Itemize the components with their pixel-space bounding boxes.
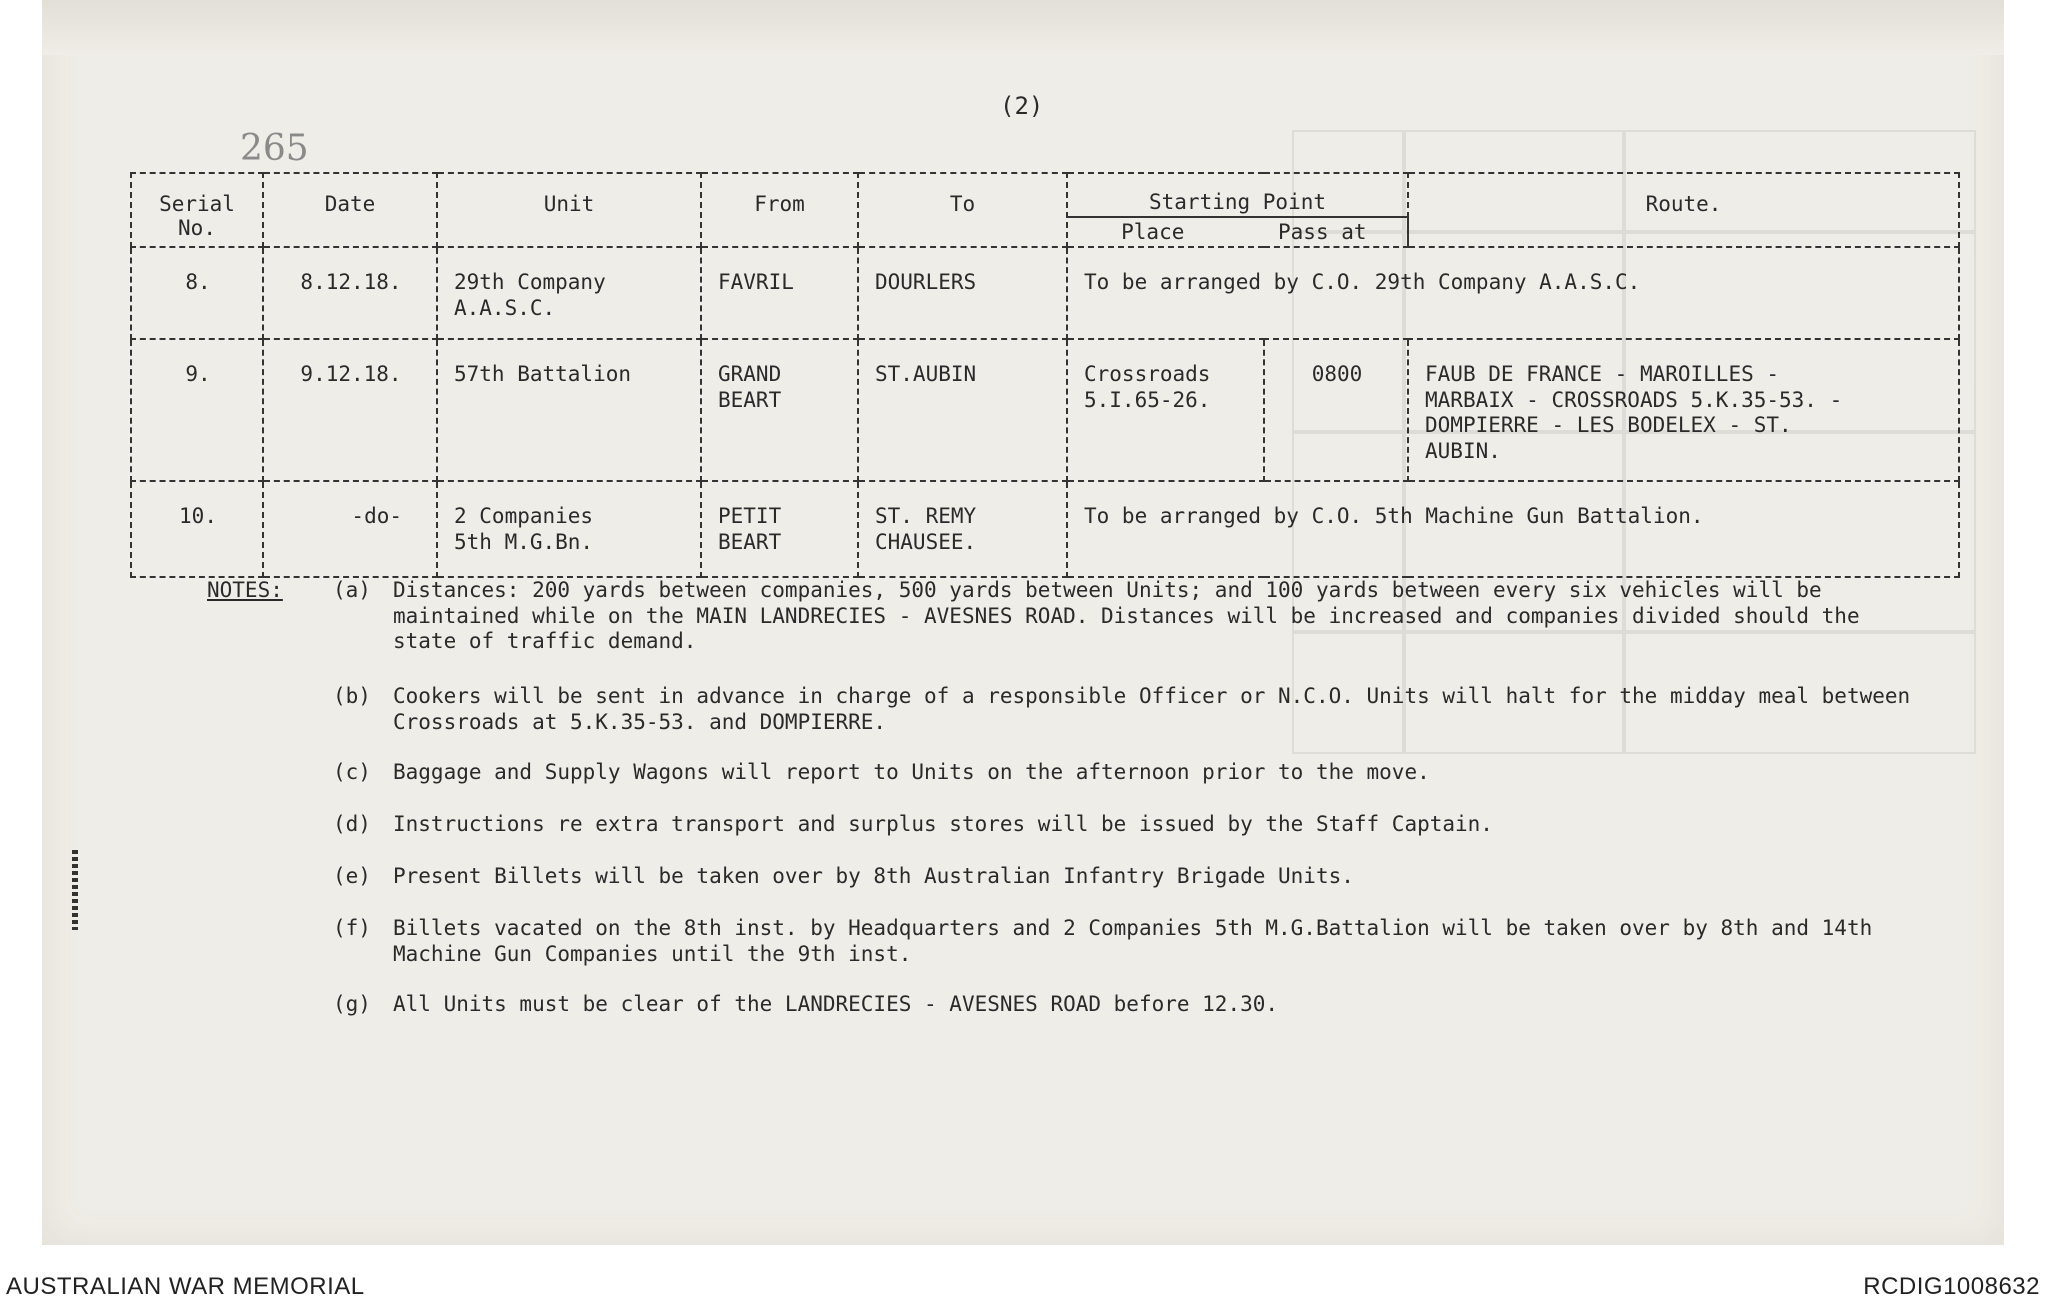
- notes-heading: NOTES:: [207, 578, 283, 602]
- cell-unit: 57th Battalion: [437, 339, 701, 481]
- note-text: Cookers will be sent in advance in charge of a responsible Officer or N.C.O. Units will halt for the midday meal between Crossroads at 5.K.35-53. and DOMPIERRE.: [393, 684, 1911, 734]
- cell-to: ST.AUBIN: [858, 339, 1067, 481]
- header-date: Date: [263, 173, 437, 247]
- note-text: Baggage and Supply Wagons will report to Units on the afternoon prior to the move.: [393, 760, 1430, 784]
- cell-date: -do-: [263, 481, 437, 577]
- cell-arranged: To be arranged by C.O. 5th Machine Gun Battalion.: [1067, 481, 1959, 577]
- note-letter: (d): [333, 812, 371, 836]
- header-from: From: [701, 173, 858, 247]
- note-text: Instructions re extra transport and surplus stores will be issued by the Staff Captain.: [393, 812, 1493, 836]
- header-starting-point: [1067, 173, 1408, 247]
- note-text: Billets vacated on the 8th inst. by Headquarters and 2 Companies 5th M.G.Battalion will be taken over by 8th and 14th Machine Gun Companies until the 9th inst.: [393, 916, 1873, 966]
- cell-from: PETIT BEART: [701, 481, 858, 577]
- header-pass-at: Pass at: [1278, 220, 1367, 244]
- margin-mark: [72, 850, 78, 930]
- cell-date: 8.12.18.: [263, 247, 437, 339]
- cell-to: DOURLERS: [858, 247, 1067, 339]
- cell-serial: 10.: [131, 481, 263, 577]
- header-route: Route.: [1408, 173, 1959, 247]
- cell-to: ST. REMY CHAUSEE.: [858, 481, 1067, 577]
- cell-route: FAUB DE FRANCE - MAROILLES - MARBAIX - CROSSROADS 5.K.35-53. - DOMPIERRE - LES BODELEX - ST. AUBIN.: [1408, 339, 1959, 481]
- note-letter: (c): [333, 760, 371, 784]
- note-letter: (a): [333, 578, 371, 602]
- table-row: [131, 247, 1959, 339]
- cell-unit: 29th Company A.A.S.C.: [437, 247, 701, 339]
- note-text: Distances: 200 yards between companies, 500 yards between Units; and 100 yards between every six vehicles will be maintained while on the MAIN LANDRECIES - AVESNES ROAD. Distances will be increased and companies divided should the state of traffic demand.: [393, 578, 1860, 654]
- footer-record-id: RCDIG1008632: [1863, 1273, 2040, 1300]
- table-header-row: [131, 173, 1959, 247]
- cell-date: 9.12.18.: [263, 339, 437, 481]
- cell-arranged: To be arranged by C.O. 29th Company A.A.S.C.: [1067, 247, 1959, 339]
- movement-table: [130, 172, 1960, 578]
- paper-torn-edge: [42, 0, 2004, 55]
- header-starting-point-sub: [1068, 216, 1409, 246]
- note-text: All Units must be clear of the LANDRECIES - AVESNES ROAD before 12.30.: [393, 992, 1279, 1016]
- note-letter: (e): [333, 864, 371, 888]
- cell-from: GRAND BEART: [701, 339, 858, 481]
- cell-serial: 8.: [131, 247, 263, 339]
- cell-from: FAVRIL: [701, 247, 858, 339]
- page-number: (2): [1000, 92, 1044, 120]
- note-letter: (f): [333, 916, 371, 940]
- header-serial: Serial No.: [131, 173, 263, 247]
- header-place: Place: [1121, 220, 1185, 244]
- cell-place: Crossroads 5.I.65-26.: [1067, 339, 1264, 481]
- note-text: Present Billets will be taken over by 8th Australian Infantry Brigade Units.: [393, 864, 1354, 888]
- table-row: [131, 339, 1959, 481]
- table-row: [131, 481, 1959, 577]
- note-letter: (b): [333, 684, 371, 708]
- header-starting-point-title: Starting Point: [1149, 190, 1327, 214]
- file-number-stamp: 265: [240, 128, 309, 169]
- cell-serial: 9.: [131, 339, 263, 481]
- header-to: To: [858, 173, 1067, 247]
- cell-unit: 2 Companies 5th M.G.Bn.: [437, 481, 701, 577]
- header-unit: Unit: [437, 173, 701, 247]
- cell-pass-at: 0800: [1264, 339, 1408, 481]
- footer-source: AUSTRALIAN WAR MEMORIAL: [6, 1273, 365, 1300]
- note-letter: (g): [333, 992, 371, 1016]
